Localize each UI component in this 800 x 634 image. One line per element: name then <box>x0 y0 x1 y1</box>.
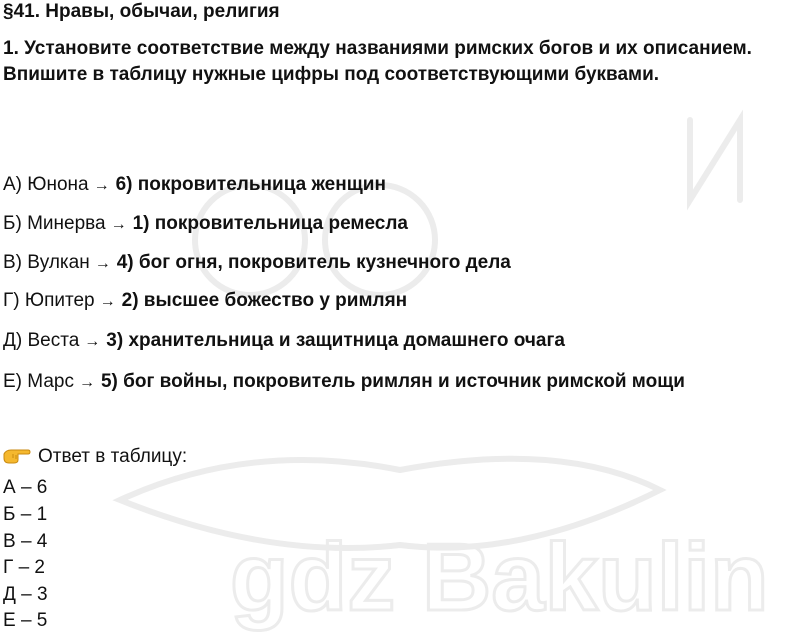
arrow-icon: → <box>78 374 95 391</box>
match-answer: 1) покровительница ремесла <box>132 213 408 234</box>
answer-heading <box>3 444 187 470</box>
match-left: Г) Юпитер <box>3 290 95 311</box>
arrow-icon: → <box>110 216 127 233</box>
match-answer: 3) хранительница и защитница домашнего очага <box>106 330 565 351</box>
match-answer: 5) бог войны, покровитель римлян и источник римской мощи <box>100 371 685 392</box>
match-left: Е) Марс <box>3 371 74 392</box>
task-text: 1. Установите соответствие между названиями римских богов и их описанием. Впишите в таблицу нужные цифры под соответствующими буквами. <box>3 38 752 85</box>
match-left: В) Вулкан <box>3 252 90 273</box>
match-left: Б) Минерва <box>3 213 106 234</box>
match-left: Д) Веста <box>3 330 80 351</box>
pointing-hand-icon <box>3 446 31 464</box>
match-row <box>3 368 798 396</box>
arrow-icon: → <box>94 255 111 272</box>
answer-pair: Б – 1 <box>3 504 48 525</box>
match-left: А) Юнона <box>3 174 89 195</box>
answer-pair: Г – 2 <box>3 557 45 578</box>
watermark-text: gdz Bakulin <box>230 524 769 631</box>
answer-pair: В – 4 <box>3 531 48 552</box>
arrow-icon: → <box>99 293 116 310</box>
answer-pair: А – 6 <box>3 477 48 498</box>
match-answer: 4) бог огня, покровитель кузнечного дела <box>116 252 511 273</box>
match-row <box>3 171 798 199</box>
answer-heading-label: Ответ в таблицу: <box>38 446 188 467</box>
section-title: §41. Нравы, обычаи, религия <box>3 1 280 22</box>
match-answer: 6) покровительница женщин <box>115 174 386 195</box>
answer-pair: Д – 3 <box>3 584 48 605</box>
match-row <box>3 210 798 238</box>
arrow-icon: → <box>84 333 101 350</box>
arrow-icon: → <box>93 177 110 194</box>
answer-pair: Е – 5 <box>3 610 48 631</box>
match-row <box>3 287 798 315</box>
match-row <box>3 327 798 355</box>
match-answer: 2) высшее божество у римлян <box>121 290 408 311</box>
match-row <box>3 249 798 277</box>
